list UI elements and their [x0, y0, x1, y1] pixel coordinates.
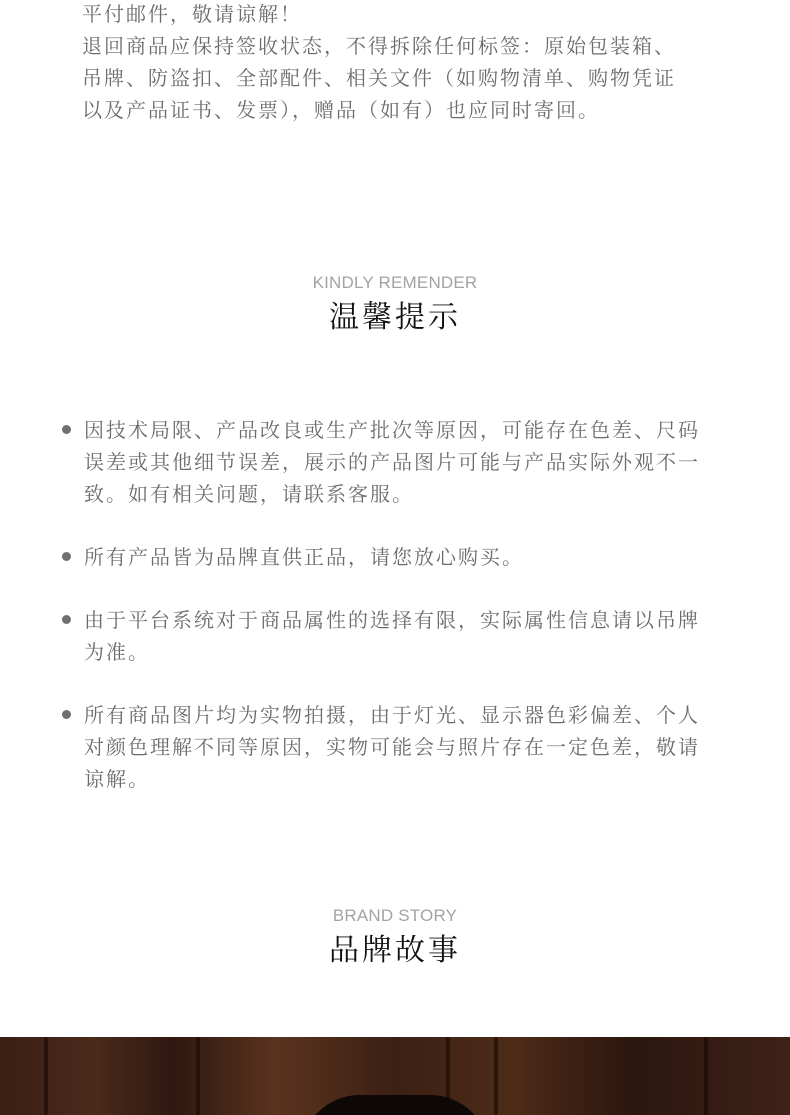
reminder-item-text: 由于平台系统对于商品属性的选择有限，实际属性信息请以吊牌为准。: [84, 608, 700, 664]
wood-plank-line: [704, 1037, 708, 1115]
wood-plank-line: [44, 1037, 48, 1115]
wood-plank-line: [494, 1037, 498, 1115]
wood-plank-line: [196, 1037, 200, 1115]
policy-line: 退回商品应保持签收状态，不得拆除任何标签：原始包装箱、: [82, 34, 676, 58]
reminder-item-text: 所有商品图片均为实物拍摄，由于灯光、显示器色彩偏差、个人对颜色理解不同等原因，实物可能会与照片存在一定色差，敬请谅解。: [84, 703, 700, 791]
reminder-item-text: 所有产品皆为品牌直供正品，请您放心购买。: [84, 545, 524, 569]
bullet-dot-icon: [62, 710, 71, 719]
reminder-title-zh: 温馨提示: [329, 300, 461, 335]
reminder-item: [60, 541, 720, 573]
brand-story-title-en: BRAND STORY: [332, 906, 458, 925]
reminder-item: [60, 414, 720, 510]
reminder-heading: [0, 272, 790, 338]
reminder-list: [60, 414, 720, 826]
brand-story-heading: [0, 905, 790, 971]
return-policy-text: [82, 0, 722, 126]
reminder-title-en: KINDLY REMENDER: [312, 273, 478, 292]
policy-line: 吊牌、防盗扣、全部配件、相关文件（如购物清单、购物凭证: [82, 66, 676, 90]
bullet-dot-icon: [62, 615, 71, 624]
policy-line: 以及产品证书、发票），赠品（如有）也应同时寄回。: [82, 98, 600, 122]
hat-silhouette: [300, 1095, 490, 1115]
reminder-item-text: 因技术局限、产品改良或生产批次等原因，可能存在色差、尺码误差或其他细节误差，展示的产品图片可能与产品实际外观不一致。如有相关问题，请联系客服。: [84, 418, 700, 506]
brand-story-photo: [0, 1037, 790, 1115]
policy-line: 平付邮件，敬请谅解！: [82, 2, 302, 26]
brand-story-title-zh: 品牌故事: [329, 933, 461, 968]
bullet-dot-icon: [62, 552, 71, 561]
bullet-dot-icon: [62, 425, 71, 434]
reminder-item: [60, 699, 720, 795]
reminder-item: [60, 604, 720, 668]
